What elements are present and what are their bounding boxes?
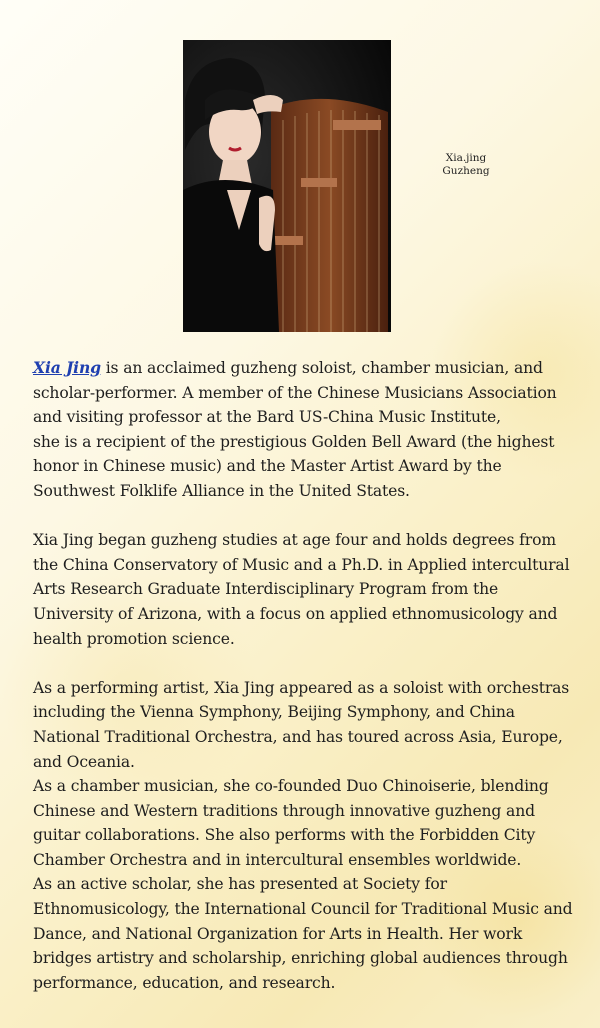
bio-paragraph-education: Xia Jing began guzheng studies at age four and holds degrees from the China Conservatory of Music and a Ph.D. in Applied intercultural Arts Research Graduate Interdisciplinary Program from the University of Arizona, with a focus on applied ethnomusicology and health promotion science. — [33, 531, 570, 648]
caption-name: Xia.jing — [445, 152, 487, 164]
bio-paragraph-intro — [33, 356, 578, 430]
artist-name-link[interactable]: Xia Jing — [33, 358, 101, 377]
bio-intro-text: is an acclaimed guzheng soloist, chamber musician, and scholar-performer. A member of the Chinese Musicians Association and visiting professor at the Bard US-China Music Institute, — [33, 359, 557, 427]
biography — [33, 356, 578, 995]
bio-paragraph-scholar: As an active scholar, she has presented at Society for Ethnomusicology, the International Council for Traditional Music and Dance, and National Organization for Arts in Health. Her work bridges artistry and scholarship, enriching global audiences through performance, education, and research. — [33, 875, 573, 992]
bio-paragraph-chamber: As a chamber musician, she co-founded Duo Chinoiserie, blending Chinese and Western traditions through innovative guzheng and guitar collaborations. She also performs with the Forbidden City Chamber Orchestra and in intercultural ensembles worldwide. — [33, 777, 549, 869]
artist-photo — [183, 40, 391, 332]
bio-paragraph-performing: As a performing artist, Xia Jing appeared as a soloist with orchestras including the Vienna Symphony, Beijing Symphony, and China National Traditional Orchestra, and has toured across Asia, Europe, and Oceania. — [33, 678, 570, 771]
photo-caption — [430, 152, 502, 178]
bio-paragraph-awards: she is a recipient of the prestigious Golden Bell Award (the highest honor in Chinese music) and the Master Artist Award by the Southwest Folklife Alliance in the United States. — [33, 432, 555, 500]
caption-instrument: Guzheng — [442, 165, 490, 177]
